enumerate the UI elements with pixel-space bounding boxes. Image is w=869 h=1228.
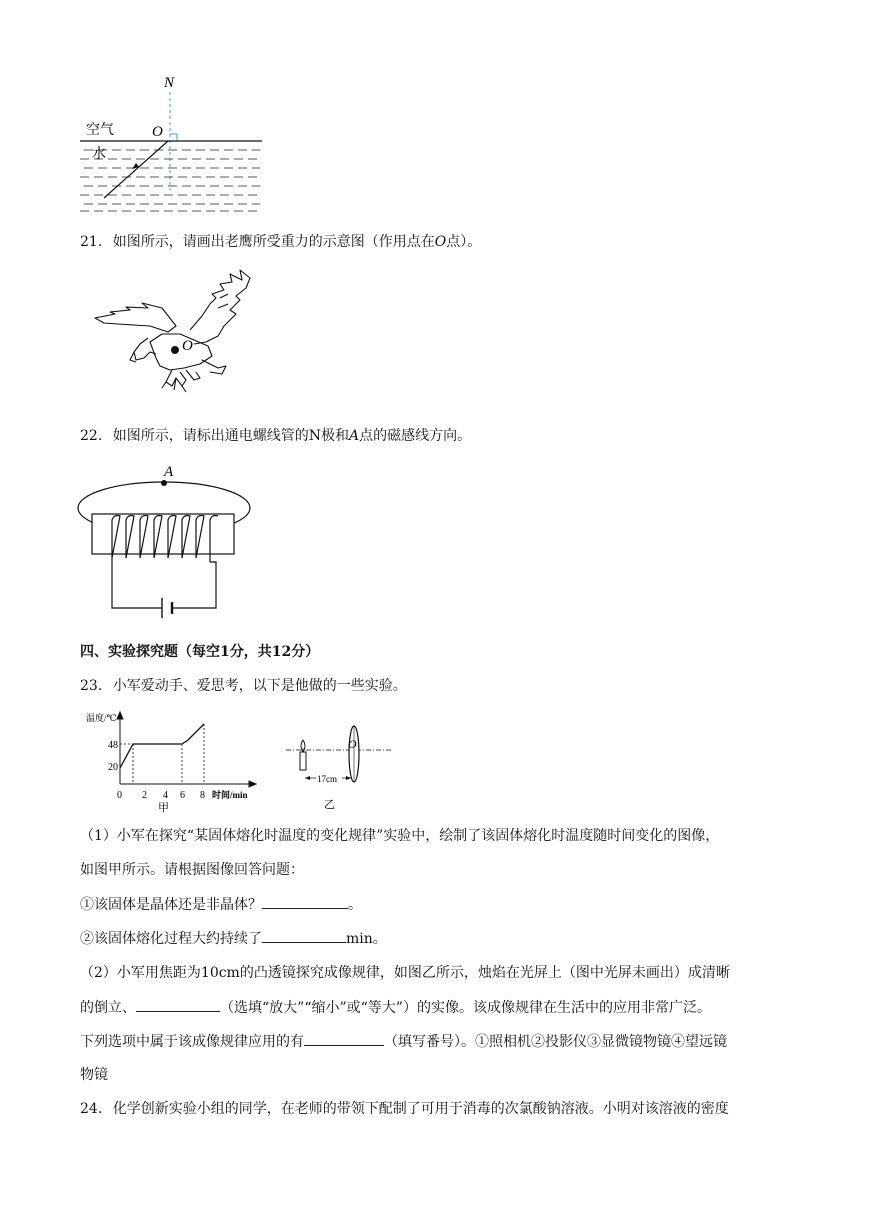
- graph-xtick-2: 2: [142, 790, 147, 801]
- question-text-end: min。: [346, 931, 387, 947]
- question-text: 化学创新实验小组的同学，在老师的带领下配制了可用于消毒的次氯酸钠溶液。小明对该溶液的密度: [112, 1101, 729, 1117]
- question-text: 如图所示，请标出通电螺线管的N极和: [112, 428, 349, 444]
- normal-label: N: [164, 75, 175, 91]
- distance-label: 17cm: [317, 774, 337, 784]
- question-24: [80, 1099, 729, 1119]
- question-text: ②该固体熔化过程大约持续了: [80, 931, 262, 947]
- graph-xtick-6: 6: [180, 790, 185, 801]
- melting-graph-figure: [84, 708, 264, 812]
- water-label: 水: [92, 147, 106, 162]
- graph-xlabel: 时间/min: [212, 790, 248, 800]
- q23-part2-line1: （2）小军用焦距为10cm的凸透镜探究成像规律，如图乙所示，烛焰在光屏上（图中光屏未画出）成清晰: [80, 965, 730, 981]
- question-number: 23.: [80, 678, 103, 694]
- q23-part1-line2: 如图甲所示。请根据图像回答问题：: [80, 862, 304, 878]
- q23-part2-line4: 物镜: [80, 1067, 108, 1083]
- eagle-figure: [90, 268, 265, 398]
- question-text: 如图所示，请画出老鹰所受重力的示意图（作用点在: [112, 234, 435, 250]
- question-text: ①该固体是晶体还是非晶体？: [80, 897, 262, 913]
- solenoid-point-label: A: [164, 464, 174, 480]
- question-text: 小军爱动手、爱思考，以下是他做的一些实验。: [112, 678, 407, 694]
- q23-part1-line1: （1）小军在探究“某固体熔化时温度的变化规律”实验中，绘制了该固体熔化时温度随时间变化的图像，: [80, 828, 720, 844]
- eagle-point-label: O: [182, 338, 193, 354]
- lens-caption: 乙: [324, 799, 335, 811]
- answer-blank[interactable]: [262, 928, 346, 943]
- question-text-end: （选填“放大”“缩小”或“等大”）的实像。该成像规律在生活中的应用非常广泛。: [220, 1000, 711, 1016]
- graph-ylabel: 温度/℃: [86, 713, 117, 723]
- q23-part1-q1: [80, 894, 362, 915]
- graph-xtick-4: 4: [163, 790, 168, 801]
- refraction-figure: [76, 70, 266, 218]
- question-21: [80, 232, 481, 252]
- graph-xtick-8: 8: [200, 790, 205, 801]
- graph-ytick-20: 20: [108, 762, 118, 773]
- q23-part1-q2: [80, 928, 387, 949]
- graph-xtick-0: 0: [117, 790, 122, 801]
- question-23: [80, 676, 407, 696]
- section-heading: 四、实验探究题（每空1分，共12分）: [80, 644, 320, 660]
- solenoid-figure: [72, 458, 258, 618]
- question-22: [80, 426, 471, 446]
- question-number: 22.: [80, 428, 103, 444]
- question-number: 24.: [80, 1101, 103, 1117]
- question-number: 21.: [80, 234, 103, 250]
- lens-setup-figure: [284, 712, 394, 812]
- graph-caption: 甲: [158, 802, 169, 812]
- lens-label: O: [348, 737, 357, 751]
- question-text-end: 点的磁感线方向。: [359, 428, 472, 444]
- q23-part2-line2: [80, 997, 711, 1018]
- question-text-end: 。: [348, 897, 362, 913]
- question-text: 下列选项中属于该成像规律应用的有: [80, 1034, 304, 1050]
- point-o-label: O: [152, 124, 163, 140]
- answer-blank[interactable]: [136, 997, 220, 1012]
- point-symbol: O: [434, 234, 447, 250]
- point-symbol: A: [348, 428, 360, 444]
- answer-blank[interactable]: [262, 894, 348, 909]
- graph-ytick-48: 48: [108, 740, 118, 751]
- answer-blank[interactable]: [304, 1031, 384, 1046]
- question-text-end: 点）。: [446, 234, 482, 250]
- air-label: 空气: [86, 123, 114, 138]
- question-text: 的倒立、: [80, 1000, 136, 1016]
- q23-part2-line3: [80, 1031, 727, 1052]
- question-text-end: （填写番号）。①照相机②投影仪③显微镜物镜④望远镜: [384, 1034, 727, 1050]
